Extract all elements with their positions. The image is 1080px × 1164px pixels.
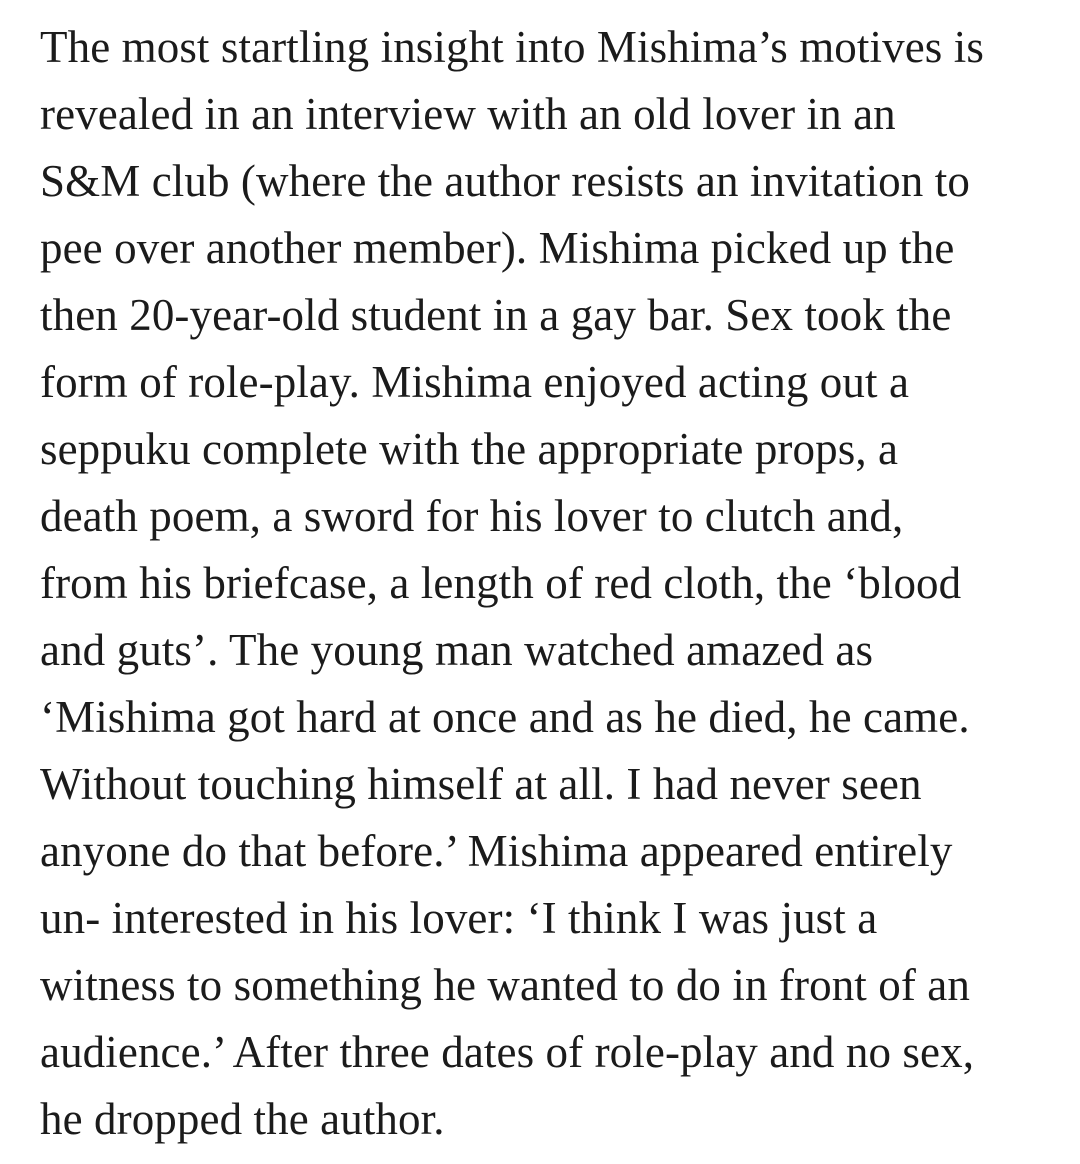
text-line: death poem, a sword for his lover to clutch and,	[40, 491, 904, 541]
text-line: audience.’ After three dates of role-play and no sex,	[40, 1027, 975, 1077]
text-line: pee over another member). Mishima picked up the	[40, 223, 955, 273]
text-line: anyone do that before.’ Mishima appeared entirely	[40, 826, 953, 876]
text-line: S&M club (where the author resists an invitation to	[40, 156, 970, 206]
text-line: Without touching himself at all. I had never seen	[40, 759, 922, 809]
text-line: from his briefcase, a length of red cloth, the ‘blood	[40, 558, 962, 608]
text-line: ‘Mishima got hard at once and as he died, he came.	[40, 692, 970, 742]
text-line: seppuku complete with the appropriate props, a	[40, 424, 899, 474]
text-line: revealed in an interview with an old lover in an	[40, 89, 896, 139]
text-line: he dropped the author.	[40, 1094, 445, 1144]
text-line: un- interested in his lover: ‘I think I was just a	[40, 893, 878, 943]
text-line: then 20-year-old student in a gay bar. Sex took the	[40, 290, 952, 340]
text-line: The most startling insight into Mishima’s motives is	[40, 22, 984, 72]
text-line: and guts’. The young man watched amazed as	[40, 625, 874, 675]
article-paragraph	[40, 14, 1070, 1153]
text-line: form of role-play. Mishima enjoyed acting out a	[40, 357, 910, 407]
text-line: witness to something he wanted to do in front of an	[40, 960, 970, 1010]
